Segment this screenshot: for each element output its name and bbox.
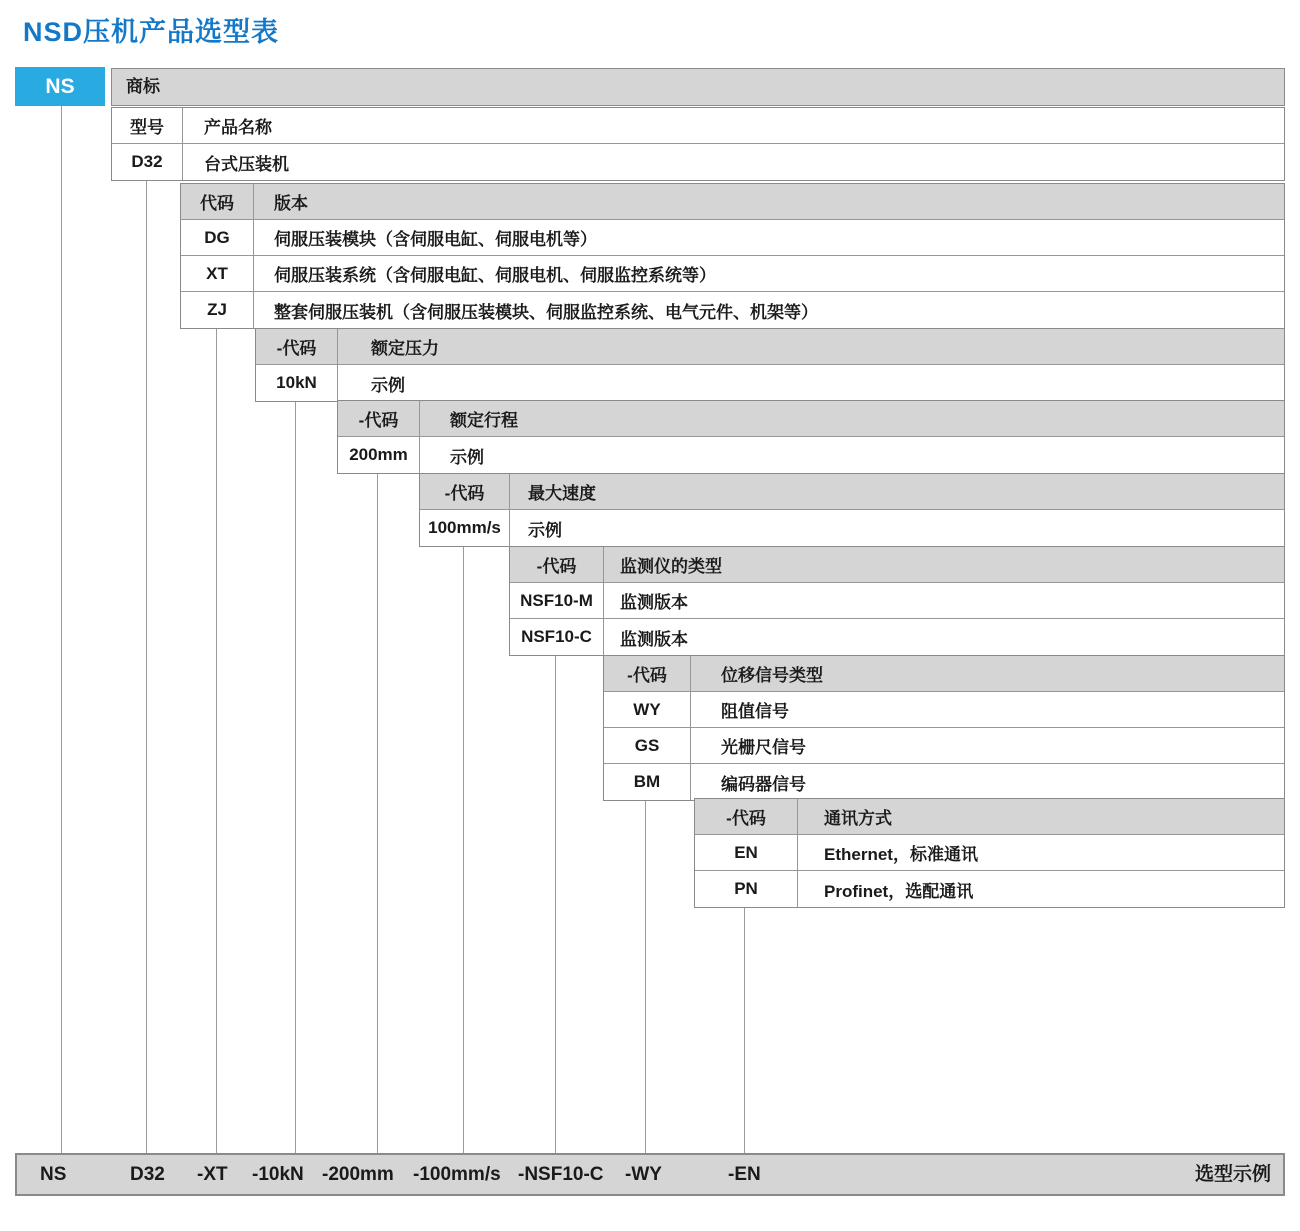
example-bar-item: -WY (625, 1164, 662, 1185)
connector-line (463, 545, 464, 1153)
table-header-row (695, 799, 1284, 835)
table-header-row (604, 656, 1284, 692)
table-row (112, 144, 1284, 180)
desc-cell: 光栅尺信号 (721, 738, 806, 757)
section-displacement-signal (603, 655, 1285, 801)
desc-cell: 最大速度 (510, 474, 1284, 509)
table-row (510, 583, 1284, 619)
connector-line (555, 654, 556, 1153)
code-cell: 型号 (112, 108, 183, 143)
table-row (604, 764, 1284, 800)
code-cell: XT (181, 256, 254, 291)
table-header-row (510, 547, 1284, 583)
desc-cell: 示例 (450, 447, 484, 467)
table-row (181, 292, 1284, 328)
desc-cell: 编码器信号 (721, 774, 806, 794)
section-rated-stroke (337, 400, 1285, 474)
section-monitor-type (509, 546, 1285, 656)
example-bar-item: -EN (728, 1164, 761, 1185)
desc-cell: 位移信号类型 (691, 656, 1284, 691)
code-cell: NSF10-M (510, 583, 604, 618)
desc-cell: 版本 (254, 184, 1284, 219)
desc-cell: 阻值信号 (721, 702, 789, 721)
code-cell: PN (695, 871, 798, 907)
connector-line (295, 400, 296, 1153)
code-cell: -代码 (604, 656, 691, 691)
example-bar-item: NS (40, 1164, 67, 1185)
connector-line (216, 327, 217, 1153)
section-max-speed (419, 473, 1285, 547)
desc-cell: 额定行程 (420, 401, 1284, 436)
table-row (112, 108, 1284, 144)
brand-code-box: NS (15, 67, 105, 106)
example-bar-item: -XT (197, 1164, 228, 1185)
table-row (695, 835, 1284, 871)
table-row (181, 220, 1284, 256)
example-bar (15, 1153, 1285, 1196)
table-row (604, 728, 1284, 764)
code-cell: -代码 (420, 474, 510, 509)
desc-cell: 伺服压装模块（含伺服电缸、伺服电机等） (274, 230, 597, 249)
desc-cell: 监测版本 (620, 629, 688, 649)
table-header-row (181, 184, 1284, 220)
code-cell: BM (604, 764, 691, 800)
table-row (338, 437, 1284, 473)
code-cell: WY (604, 692, 691, 727)
desc-cell: 示例 (528, 520, 562, 540)
code-cell: D32 (112, 144, 183, 180)
connector-line (744, 906, 745, 1153)
desc-cell: 监测仪的类型 (604, 547, 1284, 582)
section-rated-force (255, 328, 1285, 402)
code-cell: -代码 (695, 799, 798, 834)
code-cell: 代码 (181, 184, 254, 219)
desc-cell: 通讯方式 (798, 799, 1284, 834)
table-row (695, 871, 1284, 907)
table-header-row (338, 401, 1284, 437)
desc-cell: 监测版本 (620, 593, 688, 612)
code-cell: -代码 (510, 547, 604, 582)
connector-line (645, 799, 646, 1153)
code-cell: DG (181, 220, 254, 255)
example-bar-item: -100mm/s (413, 1164, 501, 1185)
table-header-row (256, 329, 1284, 365)
table-row (510, 619, 1284, 655)
code-cell: 200mm (338, 437, 420, 473)
code-cell: 100mm/s (420, 510, 510, 546)
code-cell: -代码 (338, 401, 420, 436)
example-bar-item: D32 (130, 1164, 165, 1185)
desc-cell: 整套伺服压装机（含伺服压装模块、伺服监控系统、电气元件、机架等） (274, 302, 818, 322)
desc-cell: 台式压装机 (204, 154, 289, 174)
example-caption: 选型示例 (1194, 1164, 1271, 1185)
section-version (180, 183, 1285, 329)
desc-cell: 产品名称 (204, 118, 272, 137)
code-cell: EN (695, 835, 798, 870)
table-header-row (420, 474, 1284, 510)
code-cell: GS (604, 728, 691, 763)
connector-line (377, 472, 378, 1153)
table-row (181, 256, 1284, 292)
code-cell: NSF10-C (510, 619, 604, 655)
section-communication (694, 798, 1285, 908)
example-bar-item: -NSF10-C (518, 1164, 604, 1185)
table-row (604, 692, 1284, 728)
code-cell: -代码 (256, 329, 338, 364)
connector-line (61, 106, 62, 1153)
desc-cell: Profinet，选配通讯 (824, 881, 974, 901)
desc-cell: 示例 (371, 375, 405, 395)
example-bar-item: -10kN (252, 1164, 304, 1185)
code-cell: 10kN (256, 365, 338, 401)
example-bar-item: -200mm (322, 1164, 394, 1185)
brand-label-cell: 商标 (111, 68, 1285, 106)
section-model (111, 107, 1285, 181)
desc-cell: Ethernet，标准通讯 (824, 845, 978, 864)
desc-cell: 伺服压装系统（含伺服电缸、伺服电机、伺服监控系统等） (274, 266, 716, 285)
table-row (420, 510, 1284, 546)
desc-cell: 额定压力 (338, 329, 1284, 364)
table-row (256, 365, 1284, 401)
connector-line (146, 179, 147, 1153)
page-title: NSD压机产品选型表 (23, 17, 280, 47)
code-cell: ZJ (181, 292, 254, 328)
